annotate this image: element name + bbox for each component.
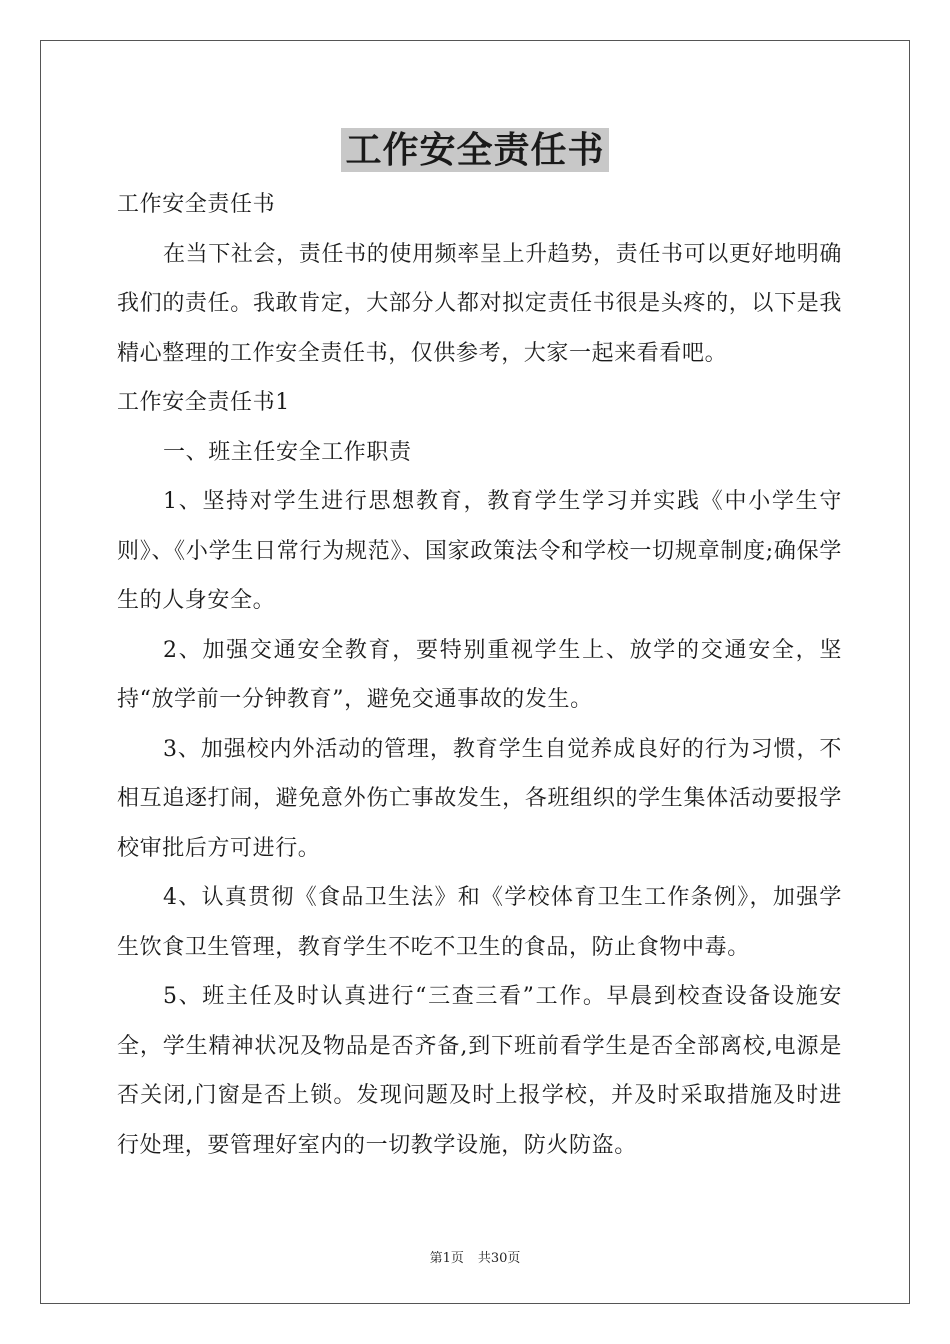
section-heading: 工作安全责任书1	[117, 390, 290, 415]
title-container	[0, 128, 950, 172]
document-body	[117, 180, 842, 1170]
subsection-heading: 一、班主任安全工作职责	[163, 439, 412, 465]
page-total: 共30页	[477, 1251, 521, 1266]
body-paragraph: 1、坚持对学生进行思想教育，教育学生学习并实践《中小学生守则》、《小学生日常行为规范》、国家政策法令和学校一切规章制度;确保学生的人身安全。	[117, 489, 842, 613]
intro-paragraph: 在当下社会，责任书的使用频率呈上升趋势，责任书可以更好地明确我们的责任。我敢肯定，大部分人都对拟定责任书很是头疼的，以下是我精心整理的工作安全责任书，仅供参考，大家一起来看看吧。	[117, 241, 842, 366]
page-number: 第1页	[429, 1251, 464, 1266]
document-title: 工作安全责任书	[341, 128, 608, 172]
body-paragraph: 5、班主任及时认真进行“三查三看”工作。早晨到校查设备设施安全，学生精神状况及物品是否齐备,到下班前看学生是否全部离校,电源是否关闭,门窗是否上锁。发现问题及时上报学校，并及时采取措施及时进行处理，要管理好室内的一切教学设施，防火防盗。	[117, 984, 842, 1158]
page-footer	[0, 1247, 950, 1266]
section-heading: 工作安全责任书	[117, 192, 276, 217]
body-paragraph: 2、加强交通安全教育，要特别重视学生上、放学的交通安全，坚持“放学前一分钟教育”，避免交通事故的发生。	[117, 637, 842, 712]
body-paragraph: 4、认真贯彻《食品卫生法》和《学校体育卫生工作条例》，加强学生饮食卫生管理，教育学生不吃不卫生的食品，防止食物中毒。	[117, 885, 842, 960]
body-paragraph: 3、加强校内外活动的管理，教育学生自觉养成良好的行为习惯，不相互追逐打闹，避免意外伤亡事故发生，各班组织的学生集体活动要报学校审批后方可进行。	[117, 736, 842, 861]
